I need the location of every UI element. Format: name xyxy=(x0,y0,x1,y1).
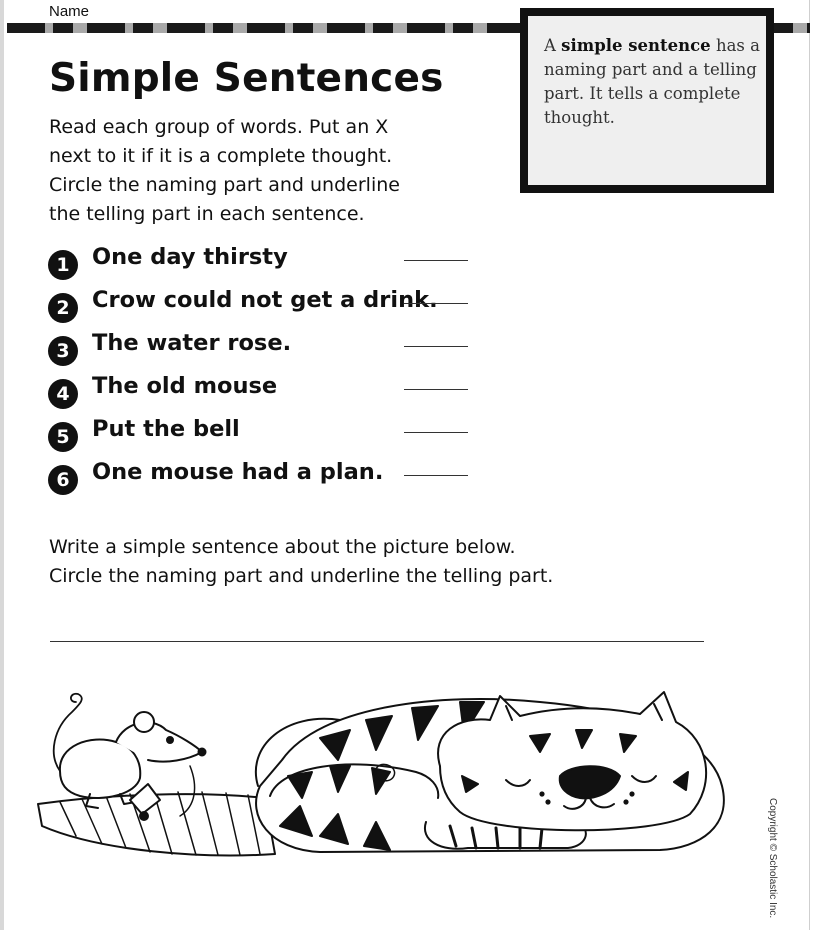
answer-blank[interactable] xyxy=(404,303,468,304)
instructions: Read each group of words. Put an X next to it if it is a complete thought. Circle the naming part and underline the telling part in each sentence. xyxy=(49,116,400,225)
list-item xyxy=(48,287,478,321)
copyright-notice xyxy=(767,798,785,919)
page-edge-right xyxy=(809,0,810,930)
write-prompt xyxy=(49,533,553,591)
item-number-badge: 6 xyxy=(48,465,78,495)
copyright-text: Copyright © Scholastic Inc. xyxy=(767,798,778,919)
answer-blank[interactable] xyxy=(404,432,468,433)
item-text: Put the bell xyxy=(92,416,240,442)
rule-box xyxy=(520,8,774,193)
sleeping-cat-and-mouse-icon xyxy=(20,676,760,866)
answer-blank[interactable] xyxy=(404,389,468,390)
answer-blank[interactable] xyxy=(404,346,468,347)
item-text: One mouse had a plan. xyxy=(92,459,384,485)
list-item xyxy=(48,330,478,364)
item-text: The old mouse xyxy=(92,373,278,399)
answer-blank[interactable] xyxy=(404,260,468,261)
sentence-answer-line[interactable] xyxy=(50,641,704,642)
item-text: The water rose. xyxy=(92,330,292,356)
rule-lead: A xyxy=(544,36,556,55)
item-text: Crow could not get a drink. xyxy=(92,287,438,313)
item-number-badge: 5 xyxy=(48,422,78,452)
answer-blank[interactable] xyxy=(404,475,468,476)
write-prompt-line-1: Write a simple sentence about the picture below. xyxy=(49,536,516,558)
rule-term: simple sentence xyxy=(561,36,711,55)
write-prompt-line-2: Circle the naming part and underline the telling part. xyxy=(49,565,554,587)
item-number-badge: 3 xyxy=(48,336,78,366)
item-text: One day thirsty xyxy=(92,244,288,270)
list-item xyxy=(48,416,478,450)
name-label: Name xyxy=(49,3,90,20)
rule-body: has a naming part and a telling part. It tells a complete thought. xyxy=(544,36,760,127)
item-number-badge: 4 xyxy=(48,379,78,409)
item-number-badge: 2 xyxy=(48,293,78,323)
page-title: Simple Sentences xyxy=(49,56,444,101)
list-item xyxy=(48,459,478,493)
list-item xyxy=(48,373,478,407)
page-edge-left xyxy=(0,0,4,930)
item-number-badge: 1 xyxy=(48,250,78,280)
list-item xyxy=(48,244,478,278)
